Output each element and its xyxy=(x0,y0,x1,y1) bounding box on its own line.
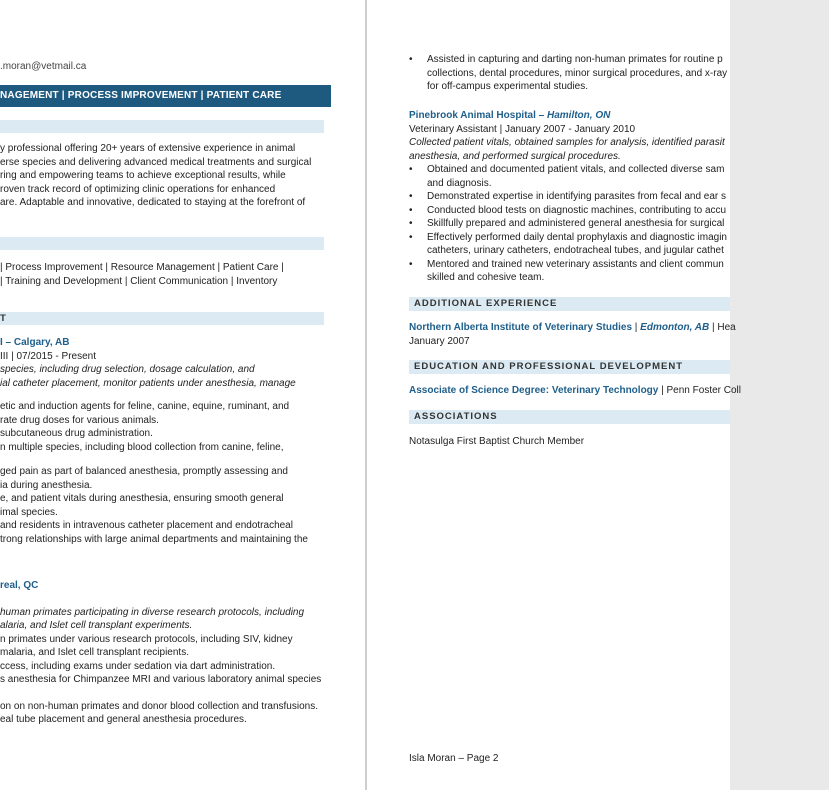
associations-header: ASSOCIATIONS xyxy=(409,410,730,424)
additional-tail: | Hea xyxy=(709,322,736,333)
bullet-item: • Demonstrated expertise in identifying parasites from fecal and ear s xyxy=(409,190,727,204)
job-2-bullet-line: eal tube placement and general anesthesia procedures. xyxy=(0,714,247,725)
bullet-continuation-line: and diagnosis. xyxy=(427,177,492,189)
job-1-bullet-line: n multiple species, including blood collection from canine, feline, xyxy=(0,441,284,453)
job-3-bullets-cont xyxy=(409,190,727,244)
additional-location: Edmonton, AB xyxy=(640,322,710,333)
job-1-subtitle: III | 07/2015 - Present xyxy=(0,350,96,362)
spacer xyxy=(0,390,308,400)
summary-line: y professional offering 20+ years of extensive experience in animal xyxy=(0,143,296,154)
additional-experience-header: ADDITIONAL EXPERIENCE xyxy=(409,297,730,311)
experience-header: T xyxy=(0,313,7,324)
job-1-bullet-line: e, and patient vitals during anesthesia, ensuring smooth general xyxy=(0,493,284,504)
job-1-bullet-line: imal species. xyxy=(0,506,58,518)
job-3-bullets-end xyxy=(409,258,724,272)
job-1-bullet-line: trong relationships with large animal departments and maintaining the xyxy=(0,533,308,545)
job-3 xyxy=(409,109,725,163)
section-bar-experience xyxy=(0,312,324,325)
job-2-summary-line: human primates participating in diverse research protocols, including xyxy=(0,606,305,618)
top-bullets xyxy=(409,53,723,67)
job-2-bullet-line: ccess, including exams under sedation via dart administration. xyxy=(0,660,276,672)
job-2-title: real, QC xyxy=(0,580,39,591)
job-2-bullet-line: s anesthesia for Chimpanzee MRI and various laboratory animal species xyxy=(0,674,322,685)
bullet-continuation-line: skilled and cohesive team. xyxy=(427,272,545,283)
job-1-bullet-line: subcutaneous drug administration. xyxy=(0,428,153,439)
bullet-item: • Conducted blood tests on diagnostic machines, contributing to accu xyxy=(409,204,727,218)
job-1-summary-line: species, including drug selection, dosage calculation, and xyxy=(0,364,255,375)
resume-page-2 xyxy=(367,0,741,790)
job-1-bullet-line xyxy=(0,454,308,465)
additional-entry-line xyxy=(409,321,736,335)
bullet-item: • Obtained and documented patient vitals, and collected diverse sam xyxy=(409,163,724,177)
summary-line: roven track record of optimizing clinic operations for enhanced xyxy=(0,183,276,195)
page-footer: Isla Moran – Page 2 xyxy=(409,753,499,764)
job-3-title xyxy=(409,109,725,123)
job-2-bullet-line: n primates under various research protocols, including SIV, kidney xyxy=(0,633,293,645)
summary-line: are. Adaptable and innovative, dedicated to staying at the forefront of xyxy=(0,197,306,208)
associations-item: Notasulga First Baptist Church Member xyxy=(409,436,585,447)
additional-entry xyxy=(409,321,736,348)
job-2-bullet-line: on on non-human primates and donor blood collection and transfusions. xyxy=(0,700,318,712)
skills-line: | Training and Development | Client Communication | Inventory xyxy=(0,275,278,287)
job-3-summary-line: Collected patient vitals, obtained samples for analysis, identified parasit xyxy=(409,137,725,148)
job-1-title: I – Calgary, AB xyxy=(0,337,70,348)
bullet-item: • Effectively performed daily dental prophylaxis and diagnostic imagin xyxy=(409,231,727,245)
job-2-bullet-line xyxy=(0,687,321,700)
additional-sep: | xyxy=(632,322,641,333)
summary-line: ring and empowering teams to achieve exceptional results, while xyxy=(0,170,286,181)
summary-block xyxy=(0,142,311,210)
bullet-continuation-line: catheters, urinary catheters, endotracheal tubes, and jugular cathet xyxy=(427,245,724,256)
bullet-continuation-line: for off-campus experimental studies. xyxy=(427,81,589,92)
skills-block xyxy=(0,261,284,288)
job-3-subtitle: Veterinary Assistant | January 2007 - January 2010 xyxy=(409,123,636,135)
contact-email: .moran@vetmail.ca xyxy=(0,61,87,72)
skills-line: | Process Improvement | Resource Management | Patient Care | xyxy=(0,262,284,273)
bullet-item: • Mentored and trained new veterinary assistants and client commun xyxy=(409,258,724,272)
bullet-item: • Assisted in capturing and darting non-human primates for routine p xyxy=(409,53,723,67)
spacer xyxy=(0,593,321,606)
job-2-bullet-line: malaria, and Islet cell transplant recipients. xyxy=(0,647,189,658)
job-3-summary-line: anesthesia, and performed surgical procedures. xyxy=(409,150,621,162)
education-header: EDUCATION AND PROFESSIONAL DEVELOPMENT xyxy=(409,360,730,374)
headline-banner: NAGEMENT | PROCESS IMPROVEMENT | PATIENT CARE xyxy=(0,85,331,107)
job-3-bullets xyxy=(409,163,724,177)
job-1-bullet-line: and residents in intravenous catheter placement and endotracheal xyxy=(0,520,293,531)
job-1-bullet-line: rate drug doses for various animals. xyxy=(0,414,159,426)
job-1-bullet-line: etic and induction agents for feline, canine, equine, ruminant, and xyxy=(0,401,290,412)
job-1-bullet-line: ia during anesthesia. xyxy=(0,479,93,491)
additional-org: Northern Alberta Institute of Veterinary Studies xyxy=(409,322,633,333)
top-bullet-continuation xyxy=(427,67,727,94)
education-degree: Associate of Science Degree: Veterinary Technology xyxy=(409,385,659,396)
resume-page-1 xyxy=(0,0,365,790)
job-1-bullet-line: ged pain as part of balanced anesthesia, promptly assessing and xyxy=(0,466,288,477)
job-2 xyxy=(0,579,321,727)
bullet-continuation-line: collections, dental procedures, minor surgical procedures, and x-ray xyxy=(427,67,728,79)
education-entry xyxy=(409,384,741,398)
bullet-item: • Skillfully prepared and administered general anesthesia for surgical xyxy=(409,217,727,231)
job-1 xyxy=(0,336,308,546)
summary-line: erse species and delivering advanced medical treatments and surgical xyxy=(0,156,312,168)
additional-date: January 2007 xyxy=(409,335,470,347)
job-1-summary-line: ial catheter placement, monitor patients under anesthesia, manage xyxy=(0,377,296,389)
section-bar-skills xyxy=(0,237,324,250)
job-2-summary-line: alaria, and Islet cell transplant experiments. xyxy=(0,620,193,631)
section-bar-summary xyxy=(0,120,324,133)
job-3-location: Hamilton, ON xyxy=(547,110,611,121)
education-tail: | Penn Foster Coll xyxy=(658,385,741,396)
job-3-employer: Pinebrook Animal Hospital – xyxy=(409,110,547,121)
